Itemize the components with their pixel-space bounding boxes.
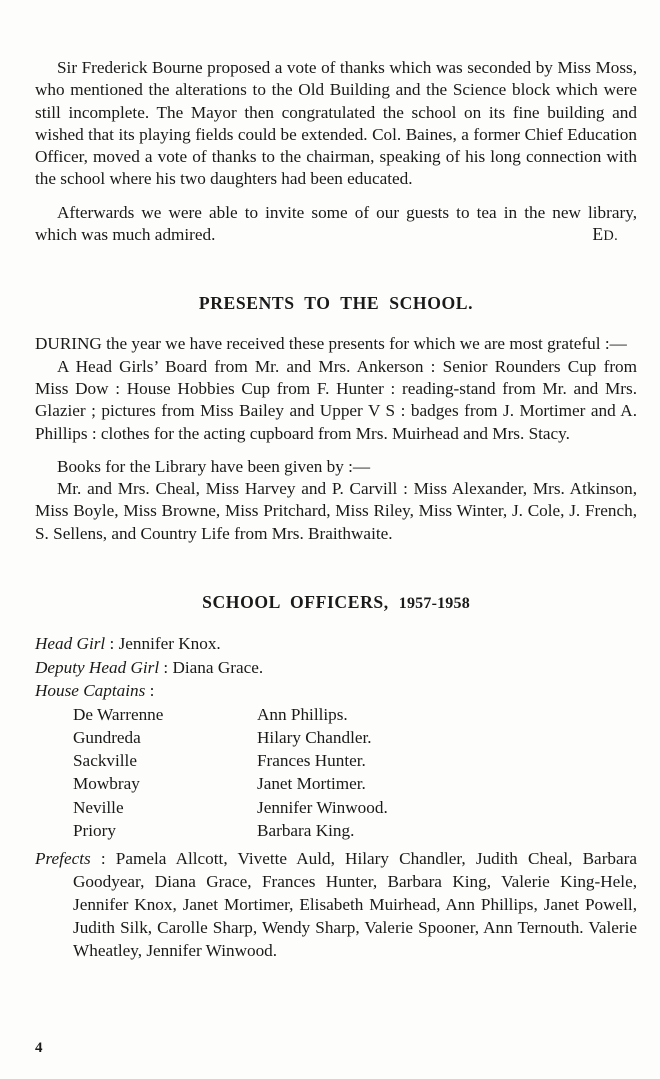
deputy-head-girl-label: Deputy Head Girl bbox=[35, 657, 160, 677]
table-row bbox=[73, 819, 388, 842]
captain-name: Hilary Chandler. bbox=[257, 728, 372, 748]
captain-name: Jennifer Winwood. bbox=[257, 797, 388, 817]
editor-signature-initial: E bbox=[592, 224, 604, 245]
house-name: Neville bbox=[73, 797, 124, 817]
library-books-intro: Books for the Library have been given by :— bbox=[57, 456, 371, 476]
house-captains-separator: : bbox=[145, 681, 155, 701]
house-name: Priory bbox=[73, 820, 116, 840]
prefects-label: Prefects bbox=[35, 849, 91, 869]
table-row bbox=[73, 796, 388, 819]
school-officers-heading bbox=[35, 545, 637, 613]
house-name: Sackville bbox=[73, 751, 137, 771]
house-captains-label bbox=[35, 679, 637, 703]
house-captains-label-text: House Captains bbox=[35, 681, 146, 701]
table-row bbox=[73, 726, 388, 749]
report-paragraph-1: Sir Frederick Bourne proposed a vote of thanks which was seconded by Miss Moss, who mentioned the alterations to the Old Building and the Science block which were still incomplete. The Mayor then congratulated the school on its fine building and wished that its playing fields could be extended. Col. Baines, a former Chief Education Officer, moved a vote of thanks to the chairman, speaking of his long connection with the school where his two daughters had been educated. bbox=[35, 58, 637, 189]
head-girl-value: Jennifer Knox. bbox=[118, 634, 221, 654]
table-row bbox=[73, 749, 388, 772]
report-paragraph-2: Afterwards we were able to invite some of our guests to tea in the new library, which was much admired. bbox=[35, 202, 637, 245]
prefects-names: Pamela Allcott, Vivette Auld, Hilary Chandler, Judith Cheal, Barbara Goodyear, Diana Grace, Frances Hunter, Barbara King, Valerie King-Hele, Jennifer Knox, Janet Mortimer, Elisabeth Muirhead, Ann Phillips, Janet Powell, Judith Silk, Carolle Sharp, Wendy Sharp, Valerie Spooner, Ann Ternouth. Valerie Wheatley, Jennifer Winwood. bbox=[73, 849, 637, 960]
table-row bbox=[73, 772, 388, 795]
presents-heading: PRESENTS TO THE SCHOOL. bbox=[198, 293, 474, 314]
table-row bbox=[73, 703, 388, 726]
prefects-line bbox=[35, 848, 637, 963]
school-officers-heading-year: 1957-1958 bbox=[398, 595, 470, 613]
editor-signature bbox=[592, 224, 618, 245]
presents-intro: DURING the year we have received these presents for which we are most grateful :— bbox=[35, 334, 627, 354]
house-name: De Warrenne bbox=[73, 704, 164, 724]
deputy-head-girl-value: Diana Grace. bbox=[172, 657, 264, 677]
captain-name: Frances Hunter. bbox=[257, 751, 366, 771]
editor-signature-rest: D. bbox=[603, 228, 618, 245]
house-captains-table bbox=[73, 703, 388, 842]
head-girl-label: Head Girl bbox=[35, 634, 106, 654]
deputy-head-girl-separator: : bbox=[159, 657, 173, 677]
deputy-head-girl-line bbox=[35, 656, 637, 680]
page-number: 4 bbox=[35, 1040, 43, 1056]
prefects-separator: : bbox=[90, 849, 116, 869]
captain-name: Ann Phillips. bbox=[257, 704, 348, 724]
head-girl-separator: : bbox=[105, 634, 119, 654]
library-books-donors: Mr. and Mrs. Cheal, Miss Harvey and P. Carvill : Miss Alexander, Mrs. Atkinson, Miss Boyle, Miss Browne, Miss Pritchard, Miss Riley, Miss Winter, J. Cole, J. French, S. Sellens, and Country Life from Mrs. Braithwaite. bbox=[35, 479, 637, 543]
head-girl-line bbox=[35, 632, 637, 656]
house-name: Mowbray bbox=[73, 774, 140, 794]
presents-gifts-list: A Head Girls’ Board from Mr. and Mrs. Ankerson : Senior Rounders Cup from Miss Dow : House Hobbies Cup from F. Hunter : reading-stand from Mr. and Mrs. Glazier ; pictures from Miss Bailey and Upper V S : badges from J. Mortimer and A. Phillips : clothes for the acting cupboard from Mrs. Muirhead and Mrs. Stacy. bbox=[35, 356, 637, 443]
captain-name: Janet Mortimer. bbox=[257, 774, 366, 794]
page-content bbox=[35, 0, 637, 1079]
house-name: Gundreda bbox=[73, 728, 141, 748]
school-officers-heading-main: SCHOOL OFFICERS, bbox=[202, 592, 389, 613]
captain-name: Barbara King. bbox=[257, 820, 355, 840]
house-captains-body bbox=[73, 703, 388, 842]
